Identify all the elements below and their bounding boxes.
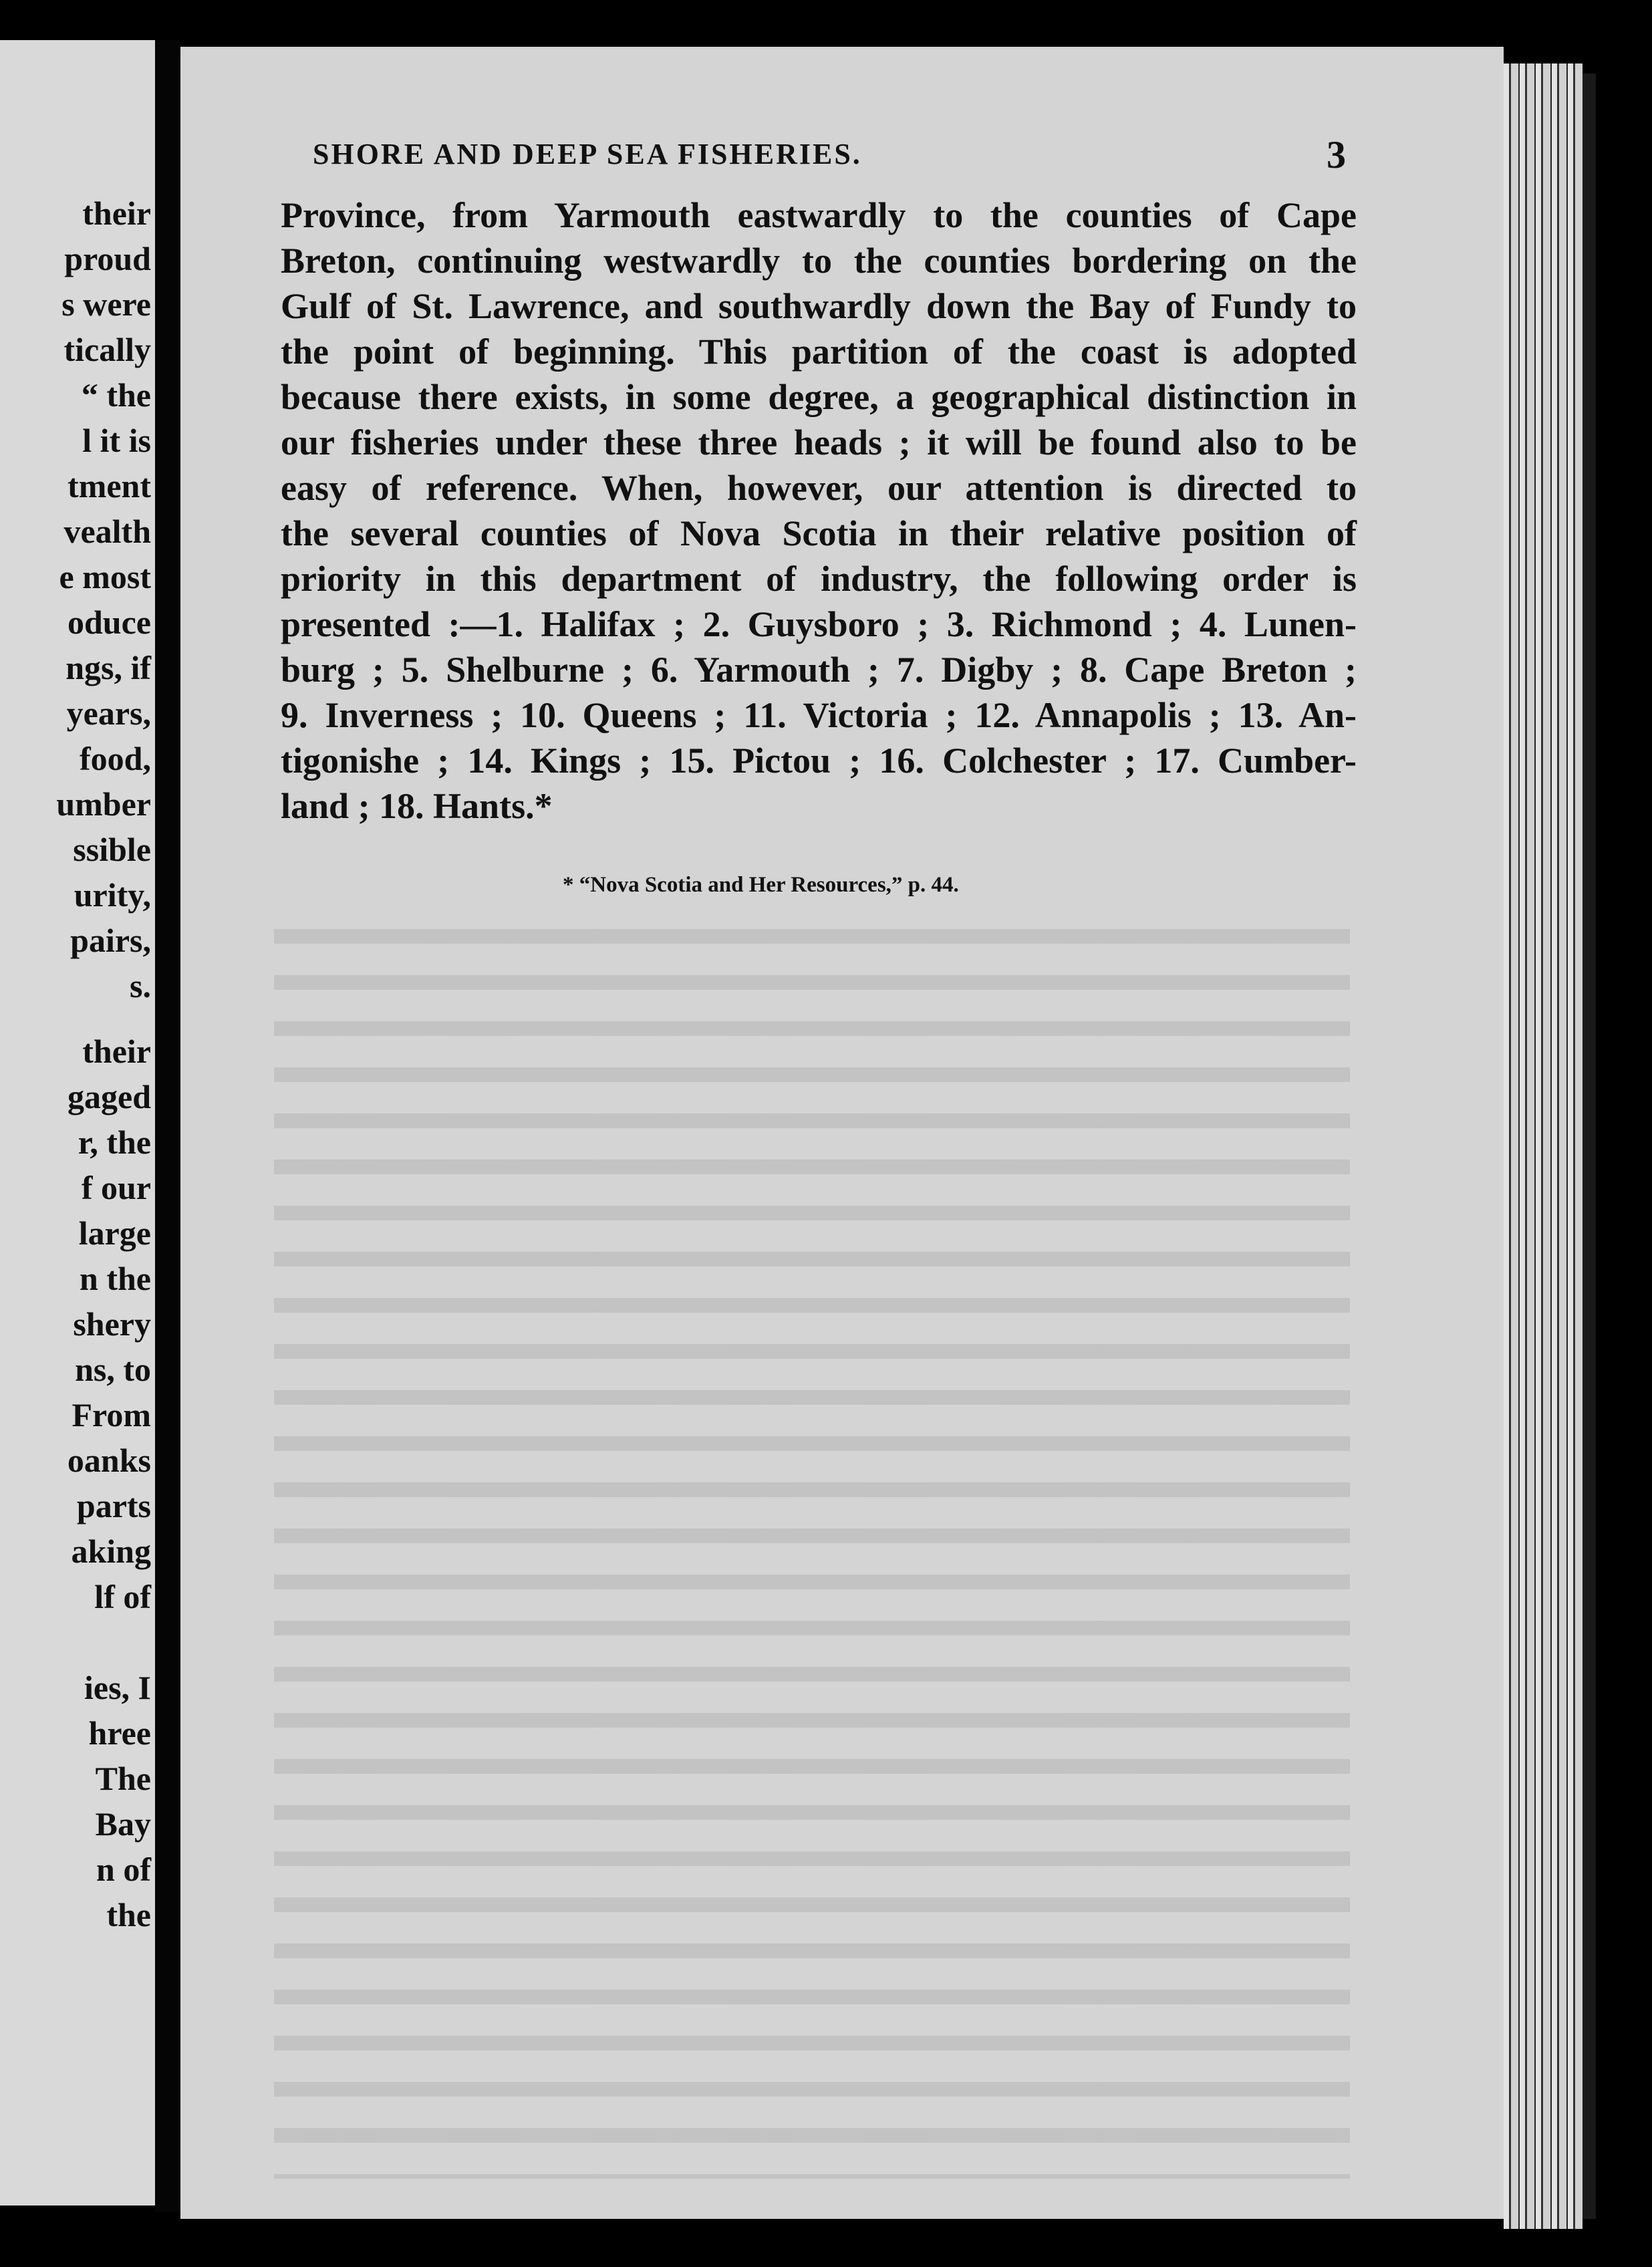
left-page-line: pairs,	[70, 922, 151, 959]
left-page-line: ssible	[73, 831, 151, 868]
left-page-line: proud	[64, 240, 151, 277]
left-page-line: the	[106, 1896, 151, 1933]
left-page-line: tment	[67, 467, 151, 505]
show-through-text	[274, 909, 1350, 2179]
page-stack-edges	[1504, 63, 1582, 2229]
left-page-line: years,	[66, 694, 151, 732]
body-line: because there exists, in some degree, a geographical distinction in	[281, 377, 1357, 417]
body-line: easy of reference. When, however, our attention is directed to	[281, 468, 1357, 508]
body-line: presented :—1. Halifax ; 2. Guysboro ; 3. Richmond ; 4. Lunen-	[281, 604, 1357, 644]
left-page-line: e most	[59, 558, 151, 595]
left-facing-page	[0, 40, 155, 2206]
body-line: Gulf of St. Lawrence, and southwardly down the Bay of Fundy to	[281, 286, 1357, 326]
left-page-line: ngs, if	[65, 649, 151, 686]
book-cover-edge	[1582, 74, 1596, 2219]
body-line: land ; 18. Hants.*	[281, 786, 553, 826]
body-line: Breton, continuing westwardly to the counties bordering on the	[281, 241, 1357, 281]
left-page-line: s were	[61, 285, 151, 323]
footnote: * “Nova Scotia and Her Resources,” p. 44.	[563, 873, 959, 897]
body-line: Province, from Yarmouth eastwardly to the counties of Cape	[281, 195, 1357, 235]
left-page-line: their	[82, 1033, 151, 1070]
body-line: tigonishe ; 14. Kings ; 15. Pictou ; 16. Colchester ; 17. Cumber-	[281, 741, 1357, 781]
left-page-line: large	[78, 1214, 151, 1252]
left-page-line: hree	[88, 1714, 151, 1752]
left-page-line: s.	[130, 967, 151, 1005]
left-page-line: tically	[63, 331, 151, 368]
left-page-line: gaged	[67, 1078, 151, 1115]
left-page-line: f our	[81, 1169, 151, 1206]
left-page-line: ns, to	[75, 1351, 151, 1388]
left-page-line: The	[95, 1760, 151, 1797]
left-page-line: oduce	[67, 604, 151, 641]
left-page-line: vealth	[63, 513, 151, 550]
left-page-line: ies, I	[84, 1669, 151, 1706]
left-page-line: parts	[76, 1487, 151, 1524]
left-page-line: oanks	[67, 1442, 151, 1479]
running-head: SHORE AND DEEP SEA FISHERIES.	[313, 138, 862, 170]
body-line: our fisheries under these three heads ; it will be found also to be	[281, 422, 1357, 462]
left-page-line: umber	[56, 785, 151, 823]
left-page-line: From	[72, 1396, 151, 1434]
body-line: burg ; 5. Shelburne ; 6. Yarmouth ; 7. Digby ; 8. Cape Breton ;	[281, 650, 1357, 690]
left-page-line: shery	[73, 1305, 151, 1343]
body-text	[281, 192, 1357, 829]
book-gutter	[155, 40, 180, 2212]
left-page-line: their	[82, 194, 151, 232]
left-page-line: Bay	[95, 1805, 151, 1843]
left-page-line: food,	[80, 740, 151, 777]
left-page-line: n the	[80, 1260, 151, 1297]
body-line: the several counties of Nova Scotia in their relative position of	[281, 513, 1357, 553]
left-page-line: aking	[71, 1532, 151, 1570]
left-page-line: “ the	[81, 376, 151, 414]
body-line: priority in this department of industry, the following order is	[281, 559, 1357, 599]
body-line: 9. Inverness ; 10. Queens ; 11. Victoria ; 12. Annapolis ; 13. An-	[281, 695, 1357, 735]
left-page-line: r, the	[78, 1123, 151, 1161]
body-line: the point of beginning. This partition of the coast is adopted	[281, 331, 1357, 372]
left-page-line: lf of	[94, 1578, 151, 1615]
left-page-line: urity,	[74, 876, 151, 914]
left-page-line: n of	[96, 1851, 151, 1888]
left-page-line: l it is	[82, 422, 151, 459]
page-number: 3	[1327, 133, 1346, 176]
